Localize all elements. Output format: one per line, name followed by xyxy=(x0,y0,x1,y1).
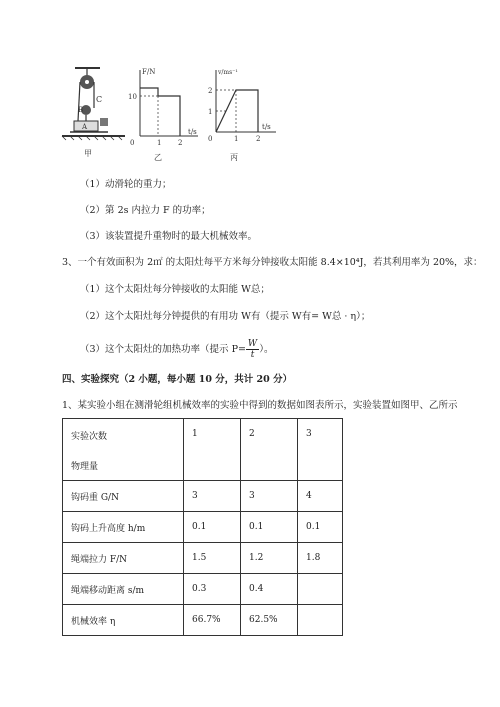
x-axis-label: t/s xyxy=(188,128,197,136)
header-cell xyxy=(63,419,184,481)
table-cell: 0.1 xyxy=(241,512,298,543)
q2-sub-3: （3）该装置提升重物时的最大机械效率。 xyxy=(80,231,258,242)
section-4-q1-stem: 1、某实验小组在测滑轮组机械效率的实验中得到的数据如图表所示，实验装置如图甲、乙所示 xyxy=(62,400,458,411)
row-label: 钩码重 G/N xyxy=(63,481,184,512)
trial-2: 2 xyxy=(241,419,298,481)
velocity-time-graph xyxy=(202,66,278,146)
q3-sub-3-prefix: （3）这个太阳灶的加热功率（提示 P= xyxy=(80,344,246,355)
section-4-title: 四、实验探究（2 小题，每小题 10 分，共计 20 分） xyxy=(62,374,293,385)
x-axis-label: t/s xyxy=(262,123,271,131)
caption-jia: 甲 xyxy=(84,149,92,158)
q2-sub-1: （1）动滑轮的重力； xyxy=(80,179,172,190)
fraction-denominator: t xyxy=(250,350,255,360)
caption-yi: 乙 xyxy=(154,153,162,162)
label-c: C xyxy=(96,95,103,104)
table-cell: 1.2 xyxy=(241,543,298,574)
q3-stem: 3、一个有效面积为 2㎡ 的太阳灶每平方米每分钟接收太阳能 8.4×10⁴J，若其利用率为 20%，求： xyxy=(62,257,483,268)
y-axis-label: v/ms⁻¹ xyxy=(218,69,238,76)
trial-1: 1 xyxy=(184,419,241,481)
y-tick-1: 1 xyxy=(208,108,213,116)
row-label: 绳端移动距离 s/m xyxy=(63,574,184,605)
table-cell: 3 xyxy=(241,481,298,512)
y-tick-2: 2 xyxy=(208,87,213,95)
label-a: A xyxy=(82,123,88,131)
table-cell: 0.1 xyxy=(184,512,241,543)
row-label: 机械效率 η xyxy=(63,605,184,636)
q2-sub-2: （2）第 2s 内拉力 F 的功率； xyxy=(80,205,211,216)
x-tick-1: 1 xyxy=(157,139,162,146)
figure-row xyxy=(60,66,280,161)
table-cell: 1.5 xyxy=(184,543,241,574)
label-b: B xyxy=(78,106,84,114)
q3-sub-1: （1）这个太阳灶每分钟接收的太阳能 W总； xyxy=(80,284,270,295)
table-cell: 0.4 xyxy=(241,574,298,605)
table-cell: 66.7% xyxy=(184,605,241,636)
q3-sub-3 xyxy=(80,339,273,360)
x-tick-2: 2 xyxy=(256,135,261,143)
table-row xyxy=(63,512,343,543)
table-header-row xyxy=(63,419,343,481)
table-cell: 1.8 xyxy=(298,543,343,574)
pulley-diagram xyxy=(60,66,130,156)
table-cell: 0.3 xyxy=(184,574,241,605)
force-time-graph xyxy=(128,66,200,146)
x-tick-2: 2 xyxy=(178,139,183,146)
x-tick-0: 0 xyxy=(130,139,135,146)
row-label: 绳端拉力 F/N xyxy=(63,543,184,574)
table-row xyxy=(63,481,343,512)
y-axis-label: F/N xyxy=(142,68,156,76)
row-label: 钩码上升高度 h/m xyxy=(63,512,184,543)
q3-sub-3-suffix: ）。 xyxy=(259,344,274,355)
table-cell: 3 xyxy=(184,481,241,512)
table-cell xyxy=(298,574,343,605)
power-fraction xyxy=(246,339,259,360)
header-trial-label: 实验次数 xyxy=(71,432,108,442)
y-tick: 10 xyxy=(128,93,137,101)
x-tick-1: 1 xyxy=(234,135,239,143)
header-quantity-label: 物理量 xyxy=(71,462,99,472)
table-cell: 62.5% xyxy=(241,605,298,636)
table-cell: 4 xyxy=(298,481,343,512)
q3-sub-2: （2）这个太阳灶每分钟提供的有用功 W有（提示 W有= W总 · η）； xyxy=(80,311,371,322)
experiment-data-table xyxy=(62,418,343,636)
caption-bing: 丙 xyxy=(230,153,238,162)
x-tick-0: 0 xyxy=(208,135,213,143)
table-row xyxy=(63,605,343,636)
trial-3: 3 xyxy=(298,419,343,481)
table-row xyxy=(63,574,343,605)
fraction-numerator: W xyxy=(247,339,258,349)
table-cell: 0.1 xyxy=(298,512,343,543)
table-row xyxy=(63,543,343,574)
table-cell xyxy=(298,605,343,636)
